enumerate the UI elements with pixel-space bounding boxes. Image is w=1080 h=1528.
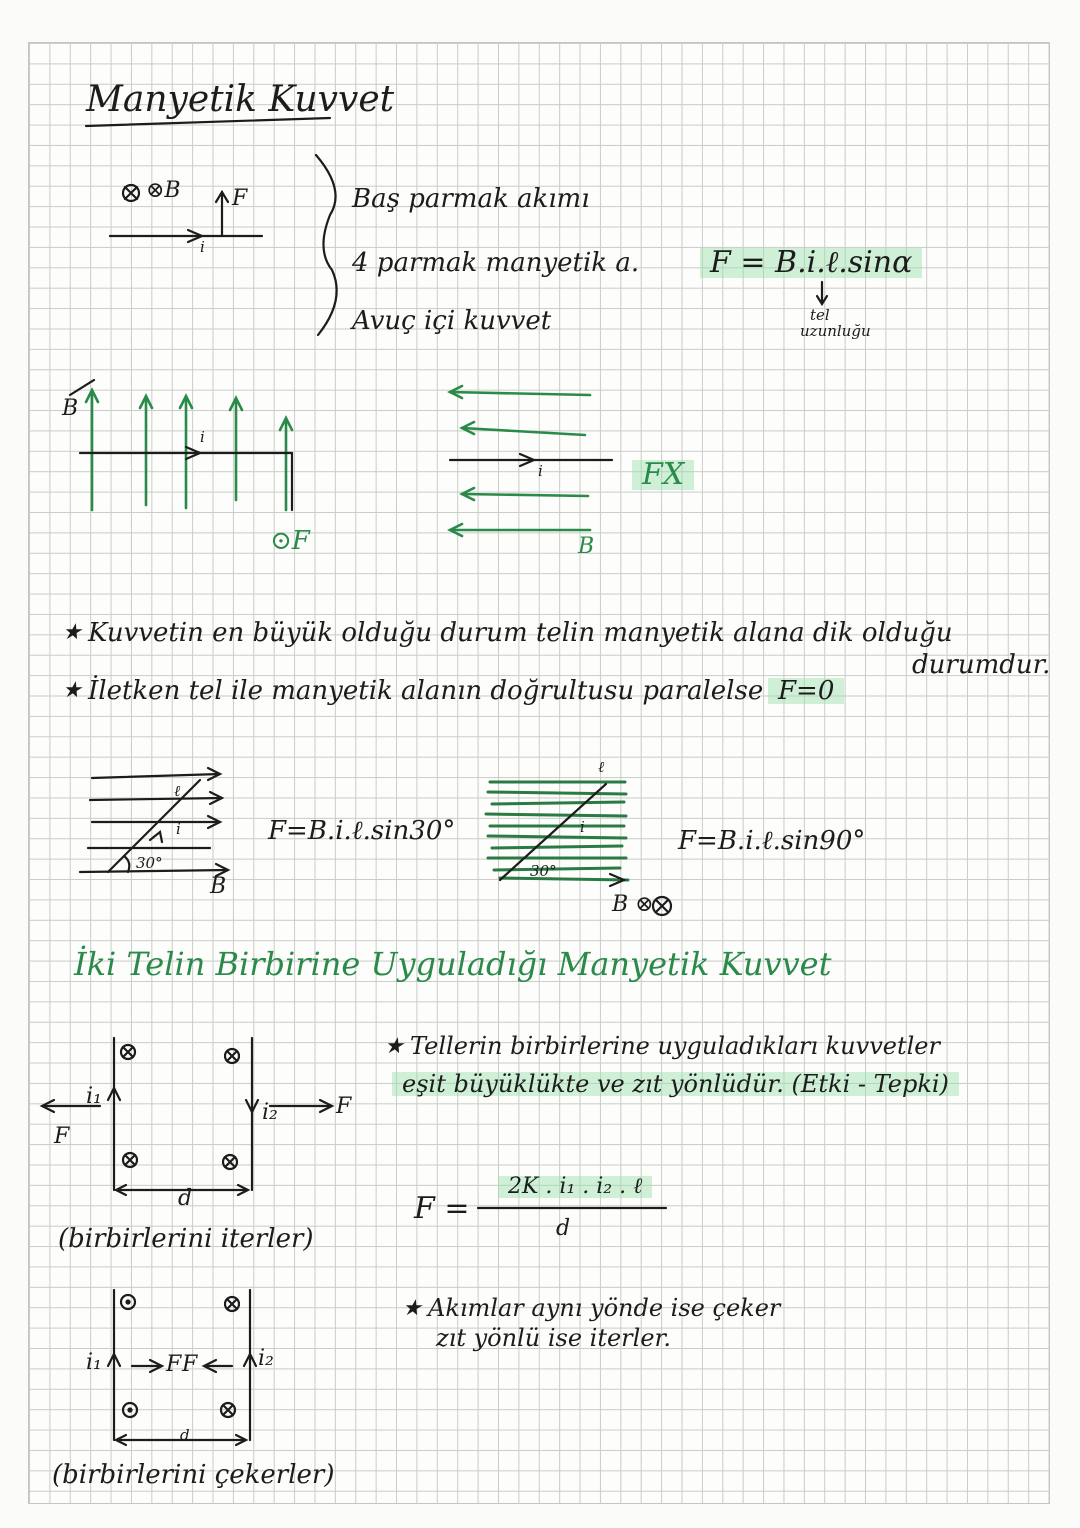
note-equal-star: ★ — [384, 1034, 404, 1059]
note-direction-line-1: Akımlar aynı yönde ise çeker — [428, 1294, 781, 1322]
repel-f-left: F — [54, 1124, 70, 1149]
note-direction-star: ★ — [402, 1296, 422, 1321]
note-direction-line-2: zıt yönlü ise iterler. — [436, 1324, 671, 1352]
note-line-2: İletken tel ile manyetik alanın doğrultusu paralelse — [88, 676, 764, 706]
note-equal-line-1: Tellerin birbirlerine uyguladıkları kuvvetler — [410, 1032, 940, 1060]
note-line-1b: durumdur. — [912, 650, 1051, 680]
note-line-2-result: F=0 — [768, 678, 844, 704]
main-formula: F = B.i.ℓ.sinα — [700, 248, 922, 278]
formula-two-numerator: 2K . i₁ . i₂ . ℓ — [498, 1176, 652, 1198]
rule-i-label: i — [200, 238, 205, 256]
repel-i2: i₂ — [262, 1100, 278, 1125]
field-left-f-label: FX — [632, 460, 694, 490]
section2-title: İki Telin Birbirine Uyguladığı Manyetik Kuvvet — [74, 945, 832, 983]
angle2-angle: 30° — [530, 862, 557, 880]
rule-f-label: F — [232, 186, 248, 211]
field-up-b-label: B — [62, 396, 79, 421]
field-up-f-label: ⊙F — [270, 526, 310, 556]
attract-d: d — [180, 1426, 190, 1444]
formula-note-2: uzunluğu — [800, 322, 871, 340]
formula-two-lhs: F = — [414, 1191, 470, 1226]
rule-line-2: 4 parmak manyetik a. — [352, 248, 640, 278]
rule-line-3: Avuç içi kuvvet — [352, 306, 552, 336]
note-star-1: ★ — [62, 620, 82, 645]
attract-caption: (birbirlerini çekerler) — [52, 1460, 335, 1490]
angle2-b-label: B ⊗ — [612, 892, 654, 917]
formula-two-denominator: d — [556, 1216, 571, 1241]
note-line-1: Kuvvetin en büyük olduğu durum telin manyetik alana dik olduğu — [88, 618, 953, 648]
note-star-2: ★ — [62, 678, 82, 703]
angle1-formula: F=B.i.ℓ.sin30° — [268, 816, 456, 846]
angle2-formula: F=B.i.ℓ.sin90° — [678, 826, 866, 856]
repel-caption: (birbirlerini iterler) — [58, 1224, 314, 1254]
formula-note-1: tel — [810, 306, 830, 324]
repel-i1: i₁ — [86, 1084, 102, 1109]
rule-line-1: Baş parmak akımı — [352, 184, 590, 214]
angle2-i-label: i — [580, 818, 585, 836]
field-left-i-label: i — [538, 462, 543, 480]
field-left-b-label: B — [578, 534, 595, 559]
attract-i1: i₁ — [86, 1350, 102, 1375]
field-up-i-label: i — [200, 428, 205, 446]
repel-f-right: F — [336, 1094, 352, 1119]
angle1-i-label: i — [176, 820, 181, 838]
rule-b-label: ⊗B — [146, 178, 181, 203]
angle2-l-label: ℓ — [598, 758, 605, 776]
angle1-angle: 30° — [136, 854, 163, 872]
note-equal-line-2: eşit büyüklükte ve zıt yönlüdür. (Etki - Tepki) — [392, 1072, 959, 1096]
page-title: Manyetik Kuvvet — [86, 79, 395, 120]
angle1-b-label: B — [210, 874, 227, 899]
repel-d: d — [178, 1186, 193, 1211]
angle1-l-label: ℓ — [174, 782, 181, 800]
attract-f-left: F — [166, 1352, 182, 1377]
attract-f-right: F — [182, 1352, 198, 1377]
attract-i2: i₂ — [258, 1346, 274, 1371]
